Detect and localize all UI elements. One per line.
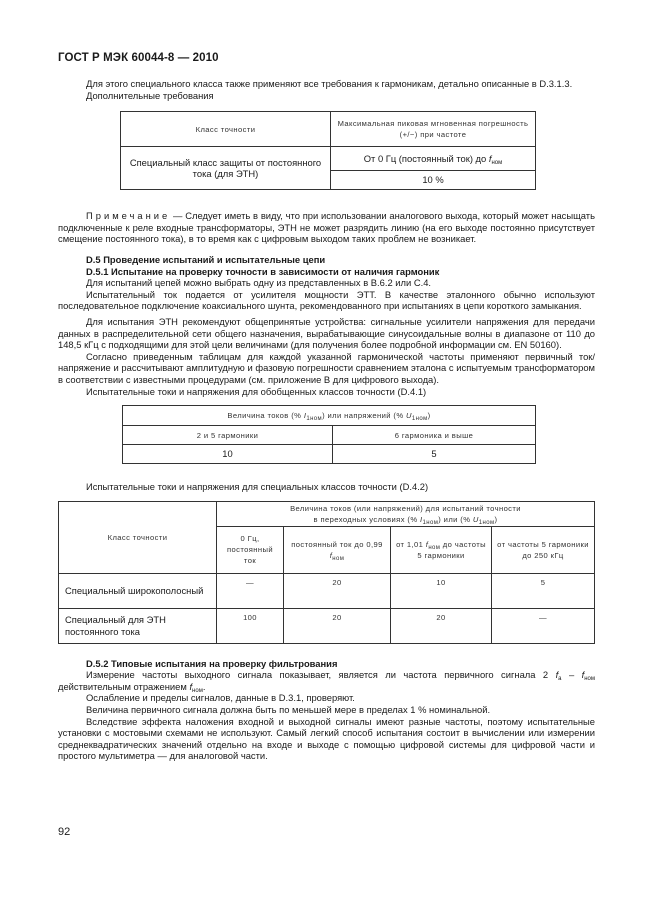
table3-i-sub: 1ном — [422, 519, 439, 526]
table1-freq-sub: ном — [491, 159, 503, 166]
table-row — [59, 608, 595, 643]
table3-col3-suffix: до частоты 5 гармоники — [417, 539, 486, 560]
section-d52-paragraph-4: Вследствие эффекта наложения входной и выходной сигналы имеют разные частоты, поэтому испытательные установки с мостовыми схемами не используют. Самый легкий способ испытания состоит в вычислении или измерении среднеквадратических значений отдельно на входе и выходе с помощью цифровой системы для цифровой части и простого мультиметра — для аналоговой части. — [58, 715, 595, 762]
table2-col2-header: 6 гармоника и выше — [333, 426, 536, 445]
note-text: — Следует иметь в виду, что при использовании аналогового выхода, который может насыщать подключенные к реле входные трансформаторы, ЭТН не может разрядить линию (на его выходе постоянно присутствует смещение постоянного тока), в то время как с цифровым выходом таких проблем не возникает. — [58, 210, 595, 245]
section-d51-paragraph-4: Согласно приведенным таблицам для каждой указанной гармонической частоты применяют первичный ток/напряжение и рассчитывают амплитудную и фазовую погрешности сравнением эталона с испытуемым трансформатором в соответствии с известными процедурами (см. приложение В для цифрового выхода). — [58, 350, 595, 385]
section-d51-paragraph-2: Испытательный ток подается от усилителя мощности ЭТТ. В качестве эталонного обычно используют последовательное подключение коаксиального шунта, рекомендованного при испытаниях в цепи короткого замыкания. — [58, 288, 595, 312]
table3-row2-v3: 20 — [391, 608, 492, 643]
page-number: 92 — [58, 826, 71, 838]
table3-col4-header: от частоты 5 гармоники до 250 кГц — [492, 526, 595, 573]
section-d52-paragraph-1 — [58, 669, 595, 692]
table3-col2-prefix: постоянный ток до 0,99 — [291, 539, 383, 549]
table3-group-header — [217, 501, 595, 526]
d52-p1-end: . — [202, 680, 206, 692]
table1-frequency-cell — [331, 147, 536, 171]
additional-requirements-label: Дополнительные требования — [86, 89, 214, 101]
section-d51-paragraph-1: Для испытаний цепей можно выбрать одну из представленных в B.6.2 или C.4. — [86, 277, 432, 289]
table3-col3-f-symbol: f — [425, 539, 429, 549]
table3-group-header-prefix: в переходных условиях (% — [313, 514, 420, 524]
table1-freq-prefix: От 0 Гц (постоянный ток) до — [363, 152, 489, 164]
intro-paragraph: Для этого специального класса также применяют все требования к гармоникам, детально описанные в D.3.1.3. — [86, 78, 573, 89]
d52-p1-fn-sub-2: ном — [192, 687, 203, 694]
table2-header — [123, 406, 536, 426]
section-d51-heading: D.5.1 Испытание на проверку точности в зависимости от наличия гармоник — [86, 265, 440, 277]
table3-row2-v4: — — [492, 608, 595, 643]
document-body — [58, 78, 595, 762]
note-label: Примечание — [86, 210, 171, 222]
section-d5-heading: D.5 Проведение испытаний и испытательные цепи — [86, 253, 326, 265]
section-d52-paragraph-3: Величина первичного сигнала должна быть по меньшей мере в пределах 1 % номинальной. — [86, 704, 491, 716]
table3-col3-header — [391, 526, 492, 573]
table3-col2-f-sub: ном — [332, 555, 345, 562]
table3-row2-label: Специальный для ЭТН постоянного тока — [59, 608, 217, 643]
d52-p1-mid: действительным отражением — [58, 680, 190, 692]
table1-col1-header: Класс точности — [121, 112, 331, 147]
table2-value-2: 5 — [333, 445, 536, 464]
table3-col2-header — [284, 526, 391, 573]
table-row — [59, 573, 595, 608]
d52-p1-prefix: Измерение частоты выходного сигнала показывает, является ли частота первичного сигнала 2 — [86, 669, 556, 681]
table3-row2-v2: 20 — [284, 608, 391, 643]
table3-col1-header: 0 Гц, постоянный ток — [217, 526, 284, 573]
table-special-classes — [58, 501, 595, 644]
note-paragraph — [58, 210, 595, 245]
table3-row2-v1: 100 — [217, 608, 284, 643]
d52-p1-fn-sub: ном — [584, 676, 595, 683]
table1-row-label: Специальный класс защиты от постоянного тока (для ЭТН) — [121, 147, 331, 190]
table2-col1-header: 2 и 5 гармоники — [123, 426, 333, 445]
table3-row1-v2: 20 — [284, 573, 391, 608]
page-header: ГОСТ Р МЭК 60044-8 — 2010 — [58, 52, 219, 64]
section-d52-heading: D.5.2 Типовые испытания на проверку фильтрования — [86, 657, 338, 669]
table3-col2-f-symbol: f — [329, 550, 333, 560]
table3-group-header-mid: ) или (% — [438, 514, 473, 524]
d52-p1-fa-sub: a — [558, 676, 562, 683]
d52-p1-fn: f — [581, 669, 585, 681]
table-dc-protection-class — [120, 111, 536, 190]
d52-p1-fn-2: f — [189, 680, 193, 692]
table1-freq-symbol: f — [488, 152, 492, 164]
table2-i-symbol: I — [303, 411, 307, 421]
section-d51-paragraph-3: Для испытания ЭТН рекомендуют общепринятые устройства: сигнальные усилители напряжения для передачи данных в распределительной сети общего назначения, вырабатывающие синусоидальные волны в диапазоне от 110 до 148,5 кГц с подходящими для этой цели величинами (для получения более подробной информации см. EN 50160). — [58, 315, 595, 351]
table3-i-symbol: I — [420, 514, 423, 524]
table2-u-sub: 1ном — [411, 416, 428, 423]
table3-group-header-line1: Величина токов (или напряжений) для испытаний точности — [290, 503, 521, 513]
table2-header-prefix: Величина токов (% — [227, 411, 304, 421]
table3-u-sub: 1ном — [478, 519, 495, 526]
table3-group-header-suffix: ) — [494, 514, 498, 524]
section-d51-paragraph-5: Испытательные токи и напряжения для обобщенных классов точности (D.4.1) — [86, 385, 427, 397]
table2-i-sub: 1ном — [306, 416, 323, 423]
d52-p1-fa: f — [555, 669, 559, 681]
table1-value: 10 % — [331, 170, 536, 189]
table2-header-suffix: ) — [427, 411, 431, 421]
table3-row1-v4: 5 — [492, 573, 595, 608]
table2-header-mid: ) или напряжений (% — [322, 411, 407, 421]
table3-class-header: Класс точности — [59, 501, 217, 573]
table2-value-1: 10 — [123, 445, 333, 464]
table3-col3-f-sub: ном — [428, 544, 441, 551]
table1-col2-header: Максимальная пиковая мгновенная погрешность (+/−) при частоте — [331, 112, 536, 147]
table3-u-symbol: U — [472, 514, 479, 524]
table3-row1-v1: — — [217, 573, 284, 608]
table3-col3-prefix: от 1,01 — [396, 539, 426, 549]
table-generalized-classes — [122, 405, 536, 464]
d52-p1-minus: – — [561, 669, 582, 681]
section-d52-paragraph-2: Ослабление и пределы сигналов, данные в D.3.1, проверяют. — [86, 692, 355, 704]
table3-row1-label: Специальный широкополосный — [59, 573, 217, 608]
table3-caption: Испытательные токи и напряжения для специальных классов точности (D.4.2) — [86, 481, 429, 493]
table3-row1-v3: 10 — [391, 573, 492, 608]
table2-u-symbol: U — [406, 411, 412, 421]
